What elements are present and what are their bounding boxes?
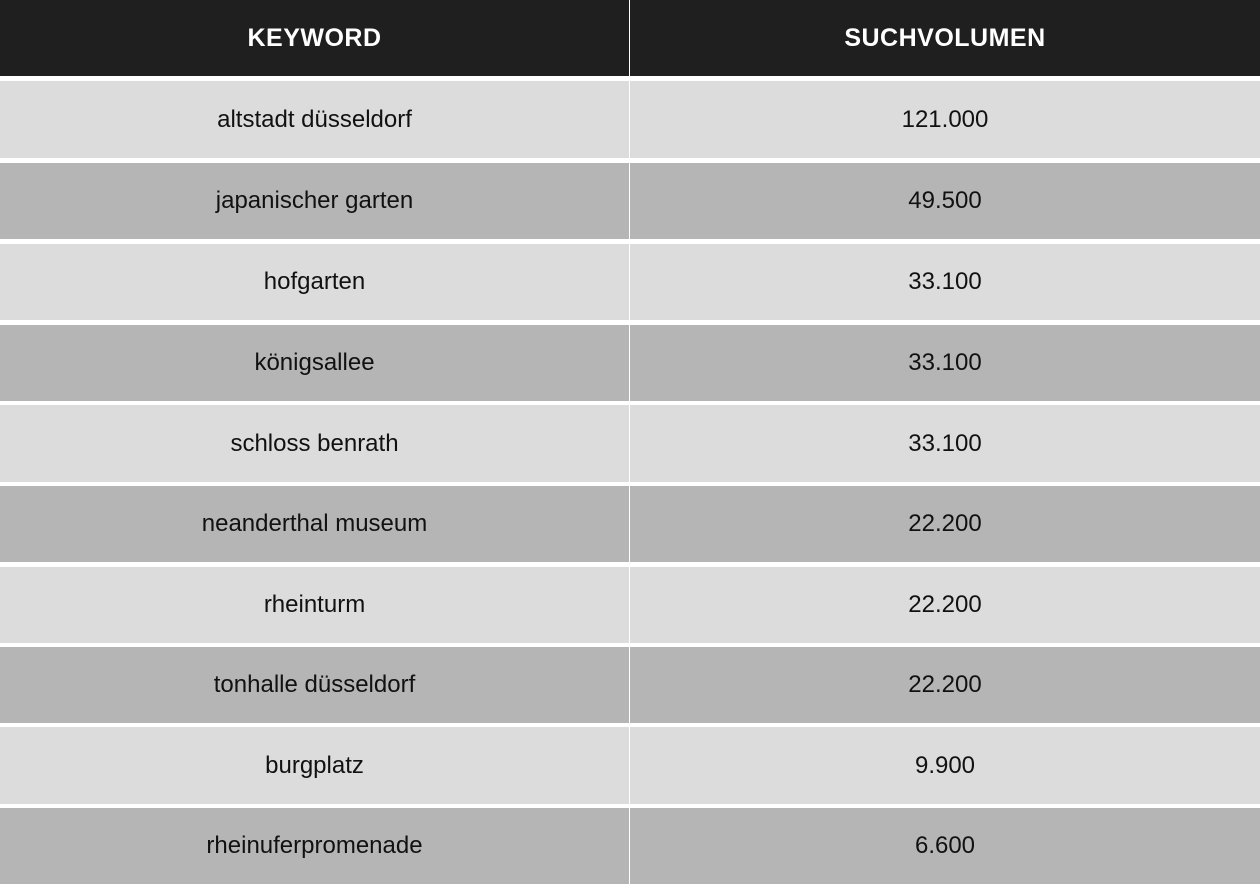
keyword-cell: königsallee <box>0 325 629 401</box>
header-suchvolumen: SUCHVOLUMEN <box>630 0 1260 76</box>
header-keyword: KEYWORD <box>0 0 629 76</box>
volume-cell: 49.500 <box>630 163 1260 239</box>
table-row <box>0 81 1260 158</box>
keyword-cell: altstadt düsseldorf <box>0 81 629 158</box>
table-row <box>0 405 1260 482</box>
volume-cell: 121.000 <box>630 81 1260 158</box>
volume-cell: 6.600 <box>630 808 1260 884</box>
table-row <box>0 163 1260 239</box>
volume-cell: 22.200 <box>630 486 1260 562</box>
keyword-cell: rheinuferpromenade <box>0 808 629 884</box>
volume-cell: 22.200 <box>630 647 1260 723</box>
table-header <box>0 0 1260 76</box>
volume-cell: 9.900 <box>630 727 1260 804</box>
keyword-cell: schloss benrath <box>0 405 629 482</box>
keyword-cell: rheinturm <box>0 567 629 643</box>
keyword-cell: hofgarten <box>0 244 629 320</box>
volume-cell: 33.100 <box>630 244 1260 320</box>
table-row <box>0 808 1260 884</box>
table-row <box>0 486 1260 562</box>
keyword-cell: burgplatz <box>0 727 629 804</box>
keyword-cell: neanderthal museum <box>0 486 629 562</box>
volume-cell: 33.100 <box>630 405 1260 482</box>
volume-cell: 22.200 <box>630 567 1260 643</box>
table-row <box>0 647 1260 723</box>
table-row <box>0 325 1260 401</box>
keyword-cell: tonhalle düsseldorf <box>0 647 629 723</box>
table-row <box>0 567 1260 643</box>
table-row <box>0 727 1260 804</box>
table-row <box>0 244 1260 320</box>
volume-cell: 33.100 <box>630 325 1260 401</box>
keyword-cell: japanischer garten <box>0 163 629 239</box>
